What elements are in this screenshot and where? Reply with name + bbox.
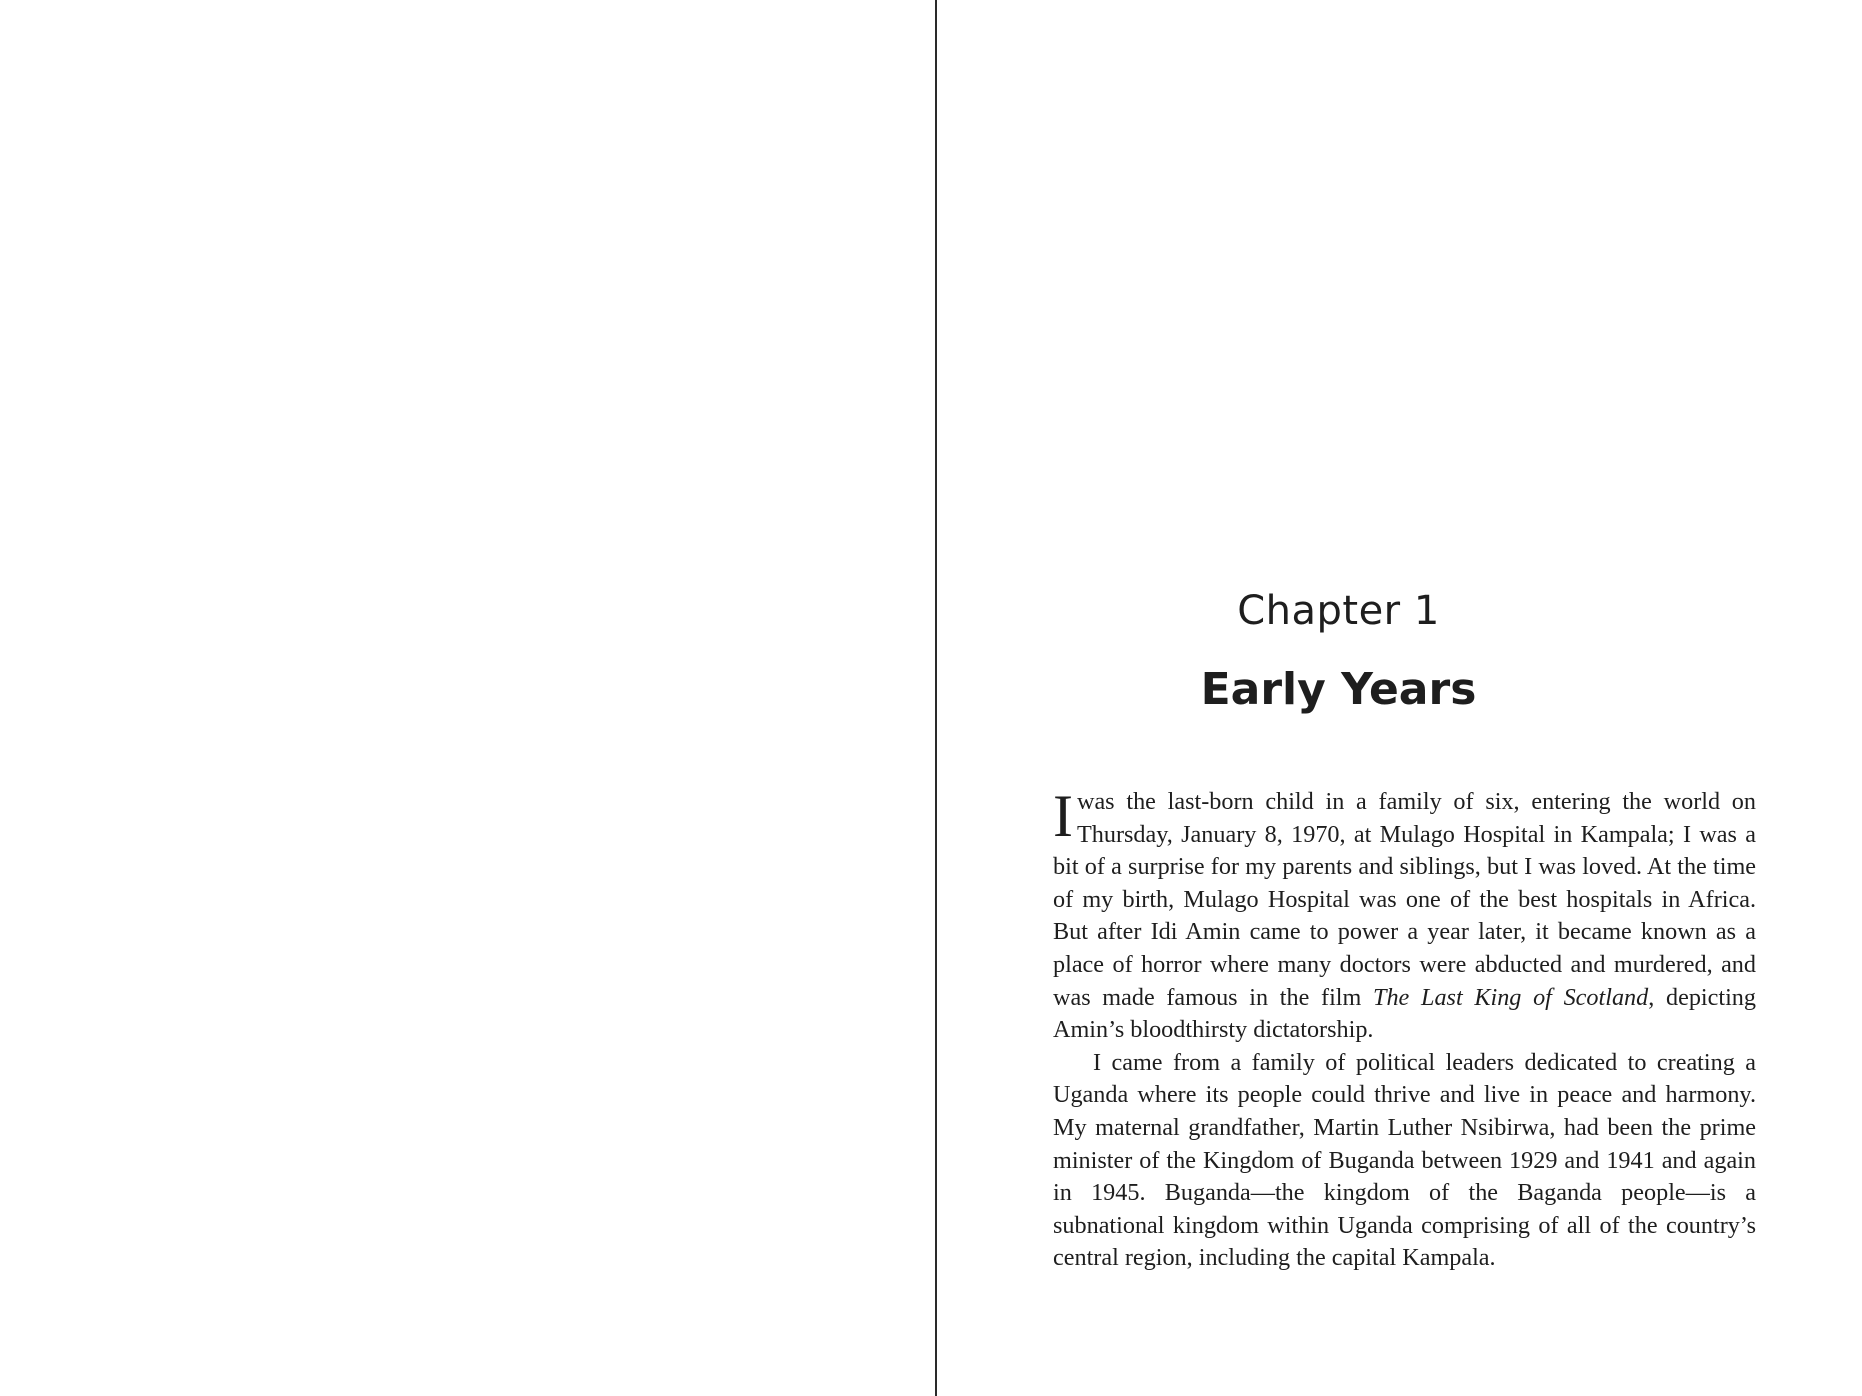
paragraph-1-text-start: was the last-born child in a family of six, entering the world on Thursday, January 8, 1970, at Mulago Hospital in Kampala; I was a bit of a surprise for my parents and siblings, but I was loved. At the time of my birth, Mulago Hospital was one of the best hospitals in Africa. But after Idi Amin came to power a year later, it became known as a place of horror where many doctors were abducted and murdered, and was made famous in the film [1053, 788, 1756, 1011]
drop-cap: I [1053, 783, 1073, 849]
right-page [937, 0, 1862, 1396]
chapter-title: Early Years [1200, 664, 1477, 715]
paragraph-1-text-end: , depicting Amin’s bloodthirsty dictatorship. [1053, 983, 1756, 1044]
chapter-number: Chapter 1 [1237, 588, 1440, 634]
paragraph-2: I came from a family of political leaders dedicated to creating a Uganda where its people could thrive and live in peace and harmony. My maternal grandfather, Martin Luther Nsibirwa, had been the prime minister of the Kingdom of Buganda between 1929 and 1941 and again in 1945. Buganda—the kingdom of the Baganda people—is a subnational kingdom within Uganda comprising of all of the country’s central region, including the capital Kampala. [1053, 1048, 1756, 1272]
paragraph-1 [1053, 783, 1756, 1047]
film-title-italic: The Last King of Scotland [1373, 983, 1649, 1011]
chapter-body [1053, 783, 1756, 1275]
